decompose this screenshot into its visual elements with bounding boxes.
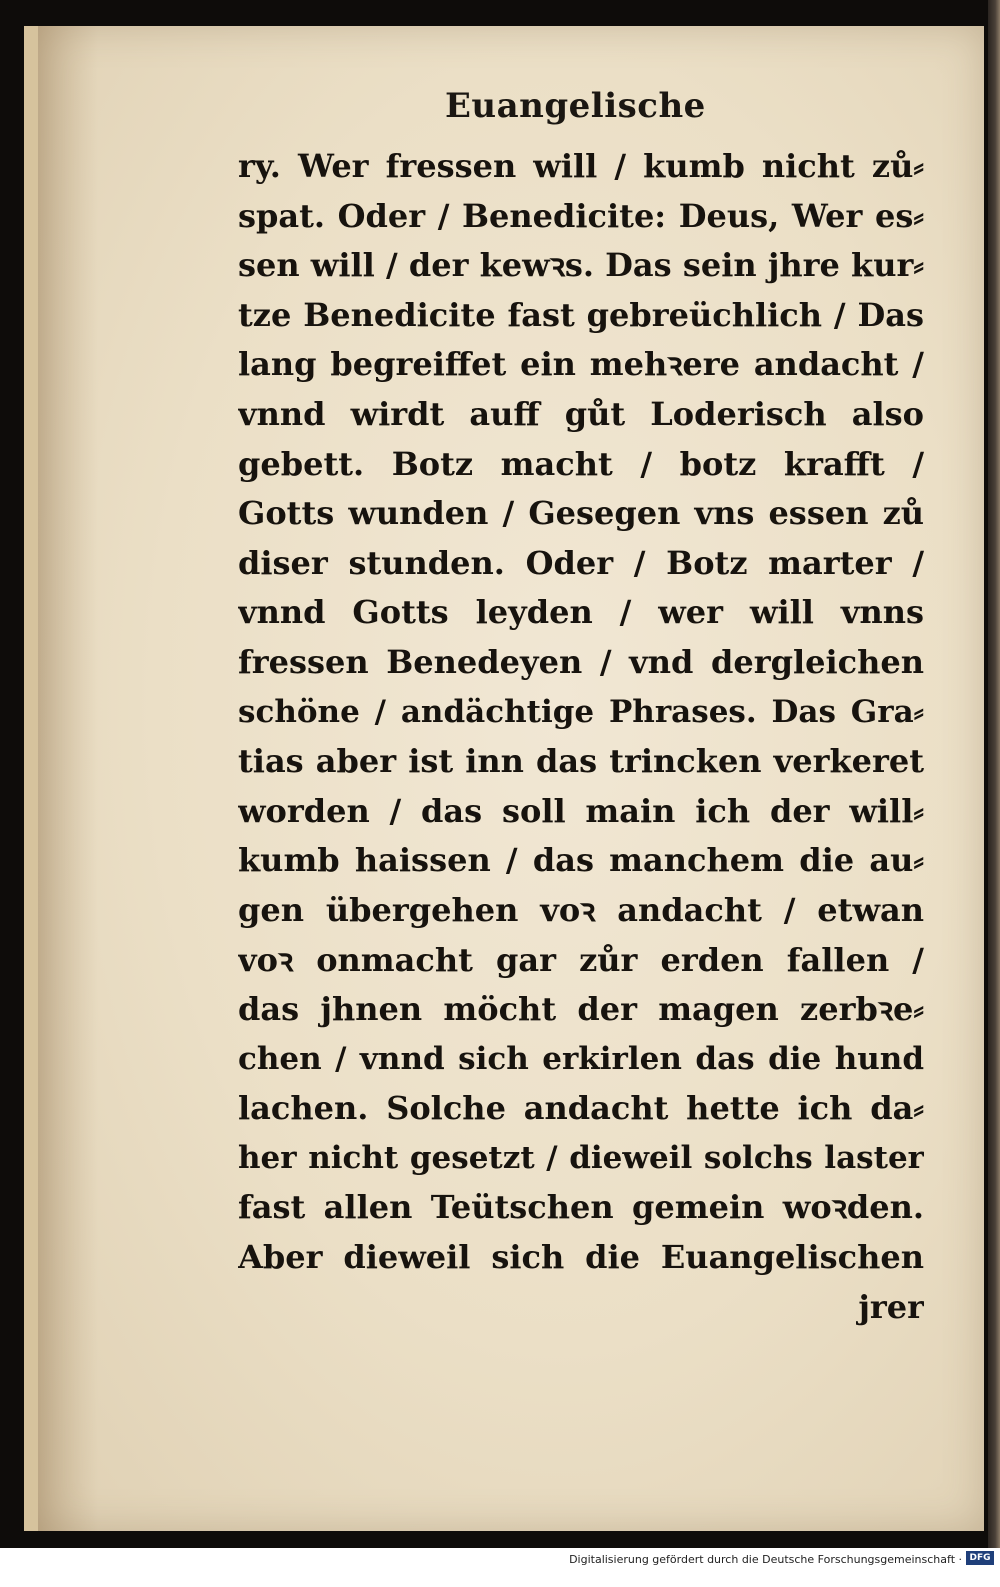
- text-line: ry. Wer fressen will / kumb nicht zů⸗: [238, 147, 924, 185]
- text-line: fast allen Teütschen gemein woꝛden.: [238, 1188, 924, 1227]
- text-line: lang begreiffet ein mehꝛere andacht /: [238, 345, 924, 384]
- running-head: Euangelische: [445, 86, 706, 126]
- text-line: diser stunden. Oder / Botz marter /: [238, 543, 924, 582]
- funding-credit: Digitalisierung gefördert durch die Deutsche Forschungsgemeinschaft ·: [569, 1553, 962, 1566]
- catchword: jrer: [858, 1287, 924, 1326]
- text-line: Gotts wunden / Gesegen vns essen zů: [238, 494, 924, 533]
- text-line: her nicht gesetzt / dieweil solchs laster: [238, 1139, 924, 1176]
- text-line: lachen. Solche andacht hette ich da⸗: [238, 1089, 924, 1128]
- text-line: vnnd Gotts leyden / wer will vnns: [238, 593, 924, 632]
- text-line: tias aber ist inn das trincken verkeret: [238, 742, 924, 781]
- text-line: sen will / der kewꝛs. Das sein jhre kur⸗: [238, 246, 924, 285]
- text-line: schöne / andächtige Phrases. Das Gra⸗: [238, 693, 924, 730]
- text-line: fressen Benedeyen / vnd dergleichen: [238, 642, 924, 681]
- text-line: gen übergehen voꝛ andacht / etwan: [238, 890, 924, 929]
- text-line: voꝛ onmacht gar zůr erden fallen /: [238, 940, 924, 979]
- text-line: gebett. Botz macht / botz krafft /: [238, 444, 924, 483]
- text-line: worden / das soll main ich der will⸗: [238, 791, 924, 830]
- text-line: tze Benedicite fast gebreüchlich / Das: [238, 295, 924, 334]
- gutter-shadow: [38, 26, 98, 1531]
- book-edge: [988, 0, 1000, 1548]
- text-block: [238, 142, 924, 1332]
- text-line: kumb haissen / das manchem die au⸗: [238, 841, 924, 880]
- text-line: vnnd wirdt auff gůt Loderisch also: [238, 394, 924, 433]
- text-line: spat. Oder / Benedicite: Deus, Wer es⸗: [238, 196, 924, 235]
- text-line: Aber dieweil sich die Euangelischen: [238, 1238, 924, 1277]
- text-line: das jhnen möcht der magen zerbꝛe⸗: [238, 990, 924, 1029]
- dfg-logo: DFG: [966, 1551, 994, 1565]
- text-line: chen / vnnd sich erkirlen das die hund: [238, 1040, 924, 1077]
